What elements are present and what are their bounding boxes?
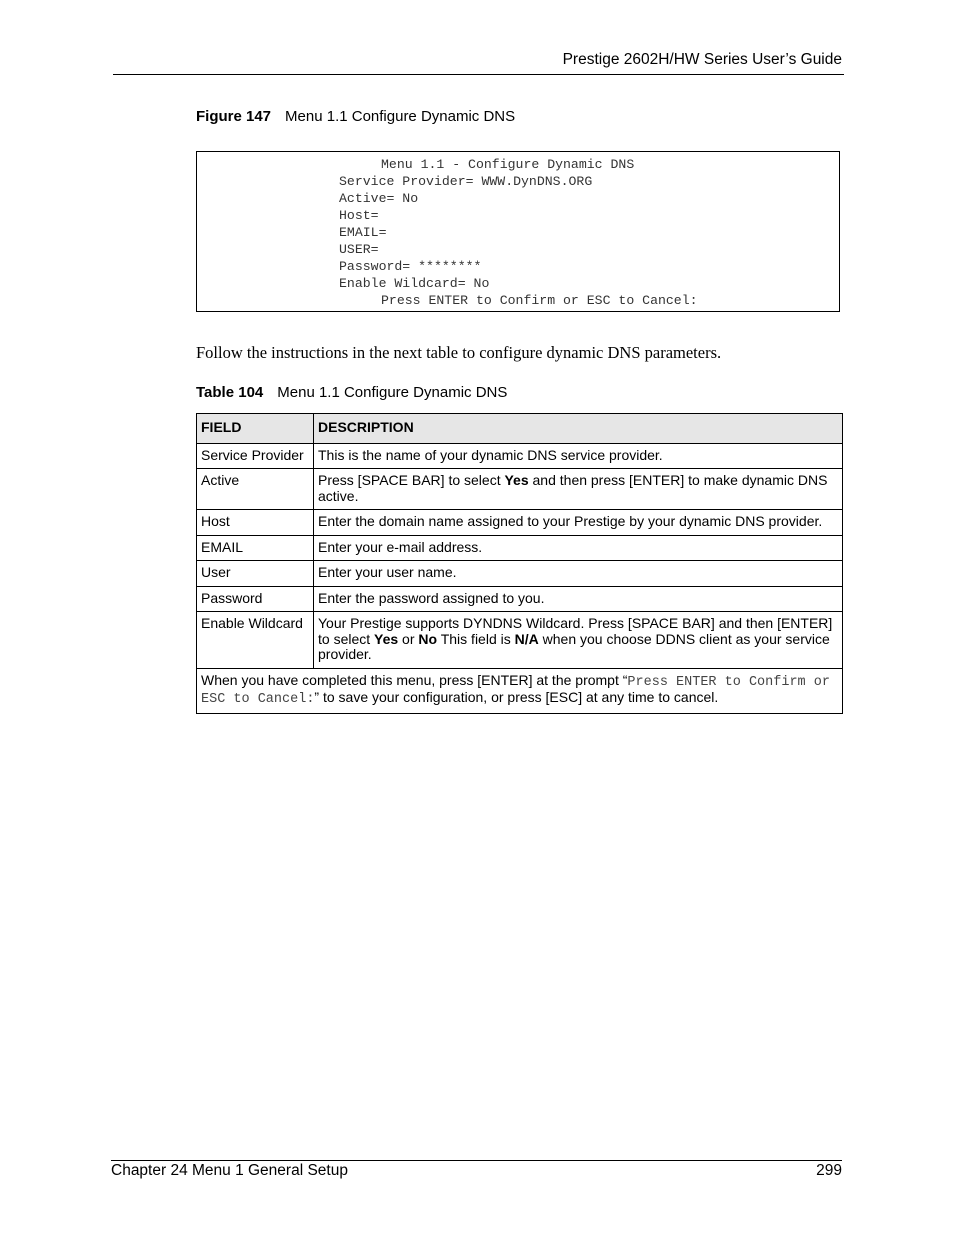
desc-text: This field is xyxy=(437,630,515,647)
figure-title: Menu 1.1 Configure Dynamic DNS xyxy=(285,108,516,125)
description-cell xyxy=(314,612,843,669)
field-cell: Password xyxy=(197,586,314,612)
footer-page-number: 299 xyxy=(816,1162,842,1179)
note-text: ” to save your configuration, or press [ESC] at any time to cancel. xyxy=(314,689,719,705)
description-cell: Enter the domain name assigned to your Prestige by your dynamic DNS provider. xyxy=(314,510,843,536)
terminal-line-password: Password= ******** xyxy=(339,259,482,274)
header-field: FIELD xyxy=(197,414,314,444)
table-row xyxy=(197,469,843,510)
desc-text: or xyxy=(398,630,419,647)
terminal-line-user: USER= xyxy=(339,242,379,257)
desc-bold: Yes xyxy=(504,472,529,488)
table-footer-row xyxy=(197,668,843,713)
description-cell xyxy=(314,469,843,510)
header-rule xyxy=(113,74,844,75)
description-cell: Enter your e-mail address. xyxy=(314,535,843,561)
field-cell: EMAIL xyxy=(197,535,314,561)
table-title: Menu 1.1 Configure Dynamic DNS xyxy=(277,384,508,401)
table-label: Table 104 xyxy=(196,384,264,401)
desc-text: and then press [ENTER] to make dynamic DNS active. xyxy=(318,472,828,504)
config-table xyxy=(196,413,843,714)
terminal-line-service-provider: Service Provider= WWW.DynDNS.ORG xyxy=(339,174,593,189)
note-text: When you have completed this menu, press [ENTER] at the prompt “ xyxy=(201,671,628,688)
desc-text: Your Prestige supports DYNDNS Wildcard. Press [SPACE BAR] and then [ENTER] to select xyxy=(318,615,833,647)
figure-label: Figure 147 xyxy=(196,108,272,125)
description-cell: This is the name of your dynamic DNS service provider. xyxy=(314,443,843,469)
field-cell: Enable Wildcard xyxy=(197,612,314,669)
table-footer-note xyxy=(197,668,843,713)
table-row xyxy=(197,535,843,561)
description-cell: Enter your user name. xyxy=(314,561,843,587)
field-cell: User xyxy=(197,561,314,587)
table-row xyxy=(197,586,843,612)
terminal-line-host: Host= xyxy=(339,208,379,223)
table-caption xyxy=(196,384,507,401)
desc-text: when you choose DDNS client as your service provider. xyxy=(318,630,830,662)
terminal-line-menu-title: Menu 1.1 - Configure Dynamic DNS xyxy=(381,157,635,172)
note-prompt: Press ENTER to Confirm or ESC to Cancel: xyxy=(201,674,830,707)
table-header-row xyxy=(197,414,843,444)
footer-rule xyxy=(111,1160,842,1161)
field-cell: Active xyxy=(197,469,314,510)
desc-bold: No xyxy=(418,630,438,647)
header-description: DESCRIPTION xyxy=(314,414,843,444)
figure-caption xyxy=(196,108,515,125)
description-cell: Enter the password assigned to you. xyxy=(314,586,843,612)
desc-bold: Yes xyxy=(374,630,399,647)
footer-chapter: Chapter 24 Menu 1 General Setup xyxy=(111,1162,348,1179)
terminal-line-active: Active= No xyxy=(339,191,419,206)
terminal-line-email: EMAIL= xyxy=(339,225,387,240)
table-row xyxy=(197,510,843,536)
field-cell: Host xyxy=(197,510,314,536)
terminal-line-confirm-prompt: Press ENTER to Confirm or ESC to Cancel: xyxy=(381,293,698,308)
table-row xyxy=(197,443,843,469)
field-cell: Service Provider xyxy=(197,443,314,469)
table-row xyxy=(197,561,843,587)
terminal-screen xyxy=(196,151,840,312)
terminal-line-enable-wildcard: Enable Wildcard= No xyxy=(339,276,490,291)
desc-bold: N/A xyxy=(514,630,539,647)
page-header-title: Prestige 2602H/HW Series User’s Guide xyxy=(562,51,842,68)
desc-text: Press [SPACE BAR] to select xyxy=(318,472,505,488)
intro-paragraph: Follow the instructions in the next table to configure dynamic DNS parameters. xyxy=(196,343,722,362)
table-row xyxy=(197,612,843,669)
